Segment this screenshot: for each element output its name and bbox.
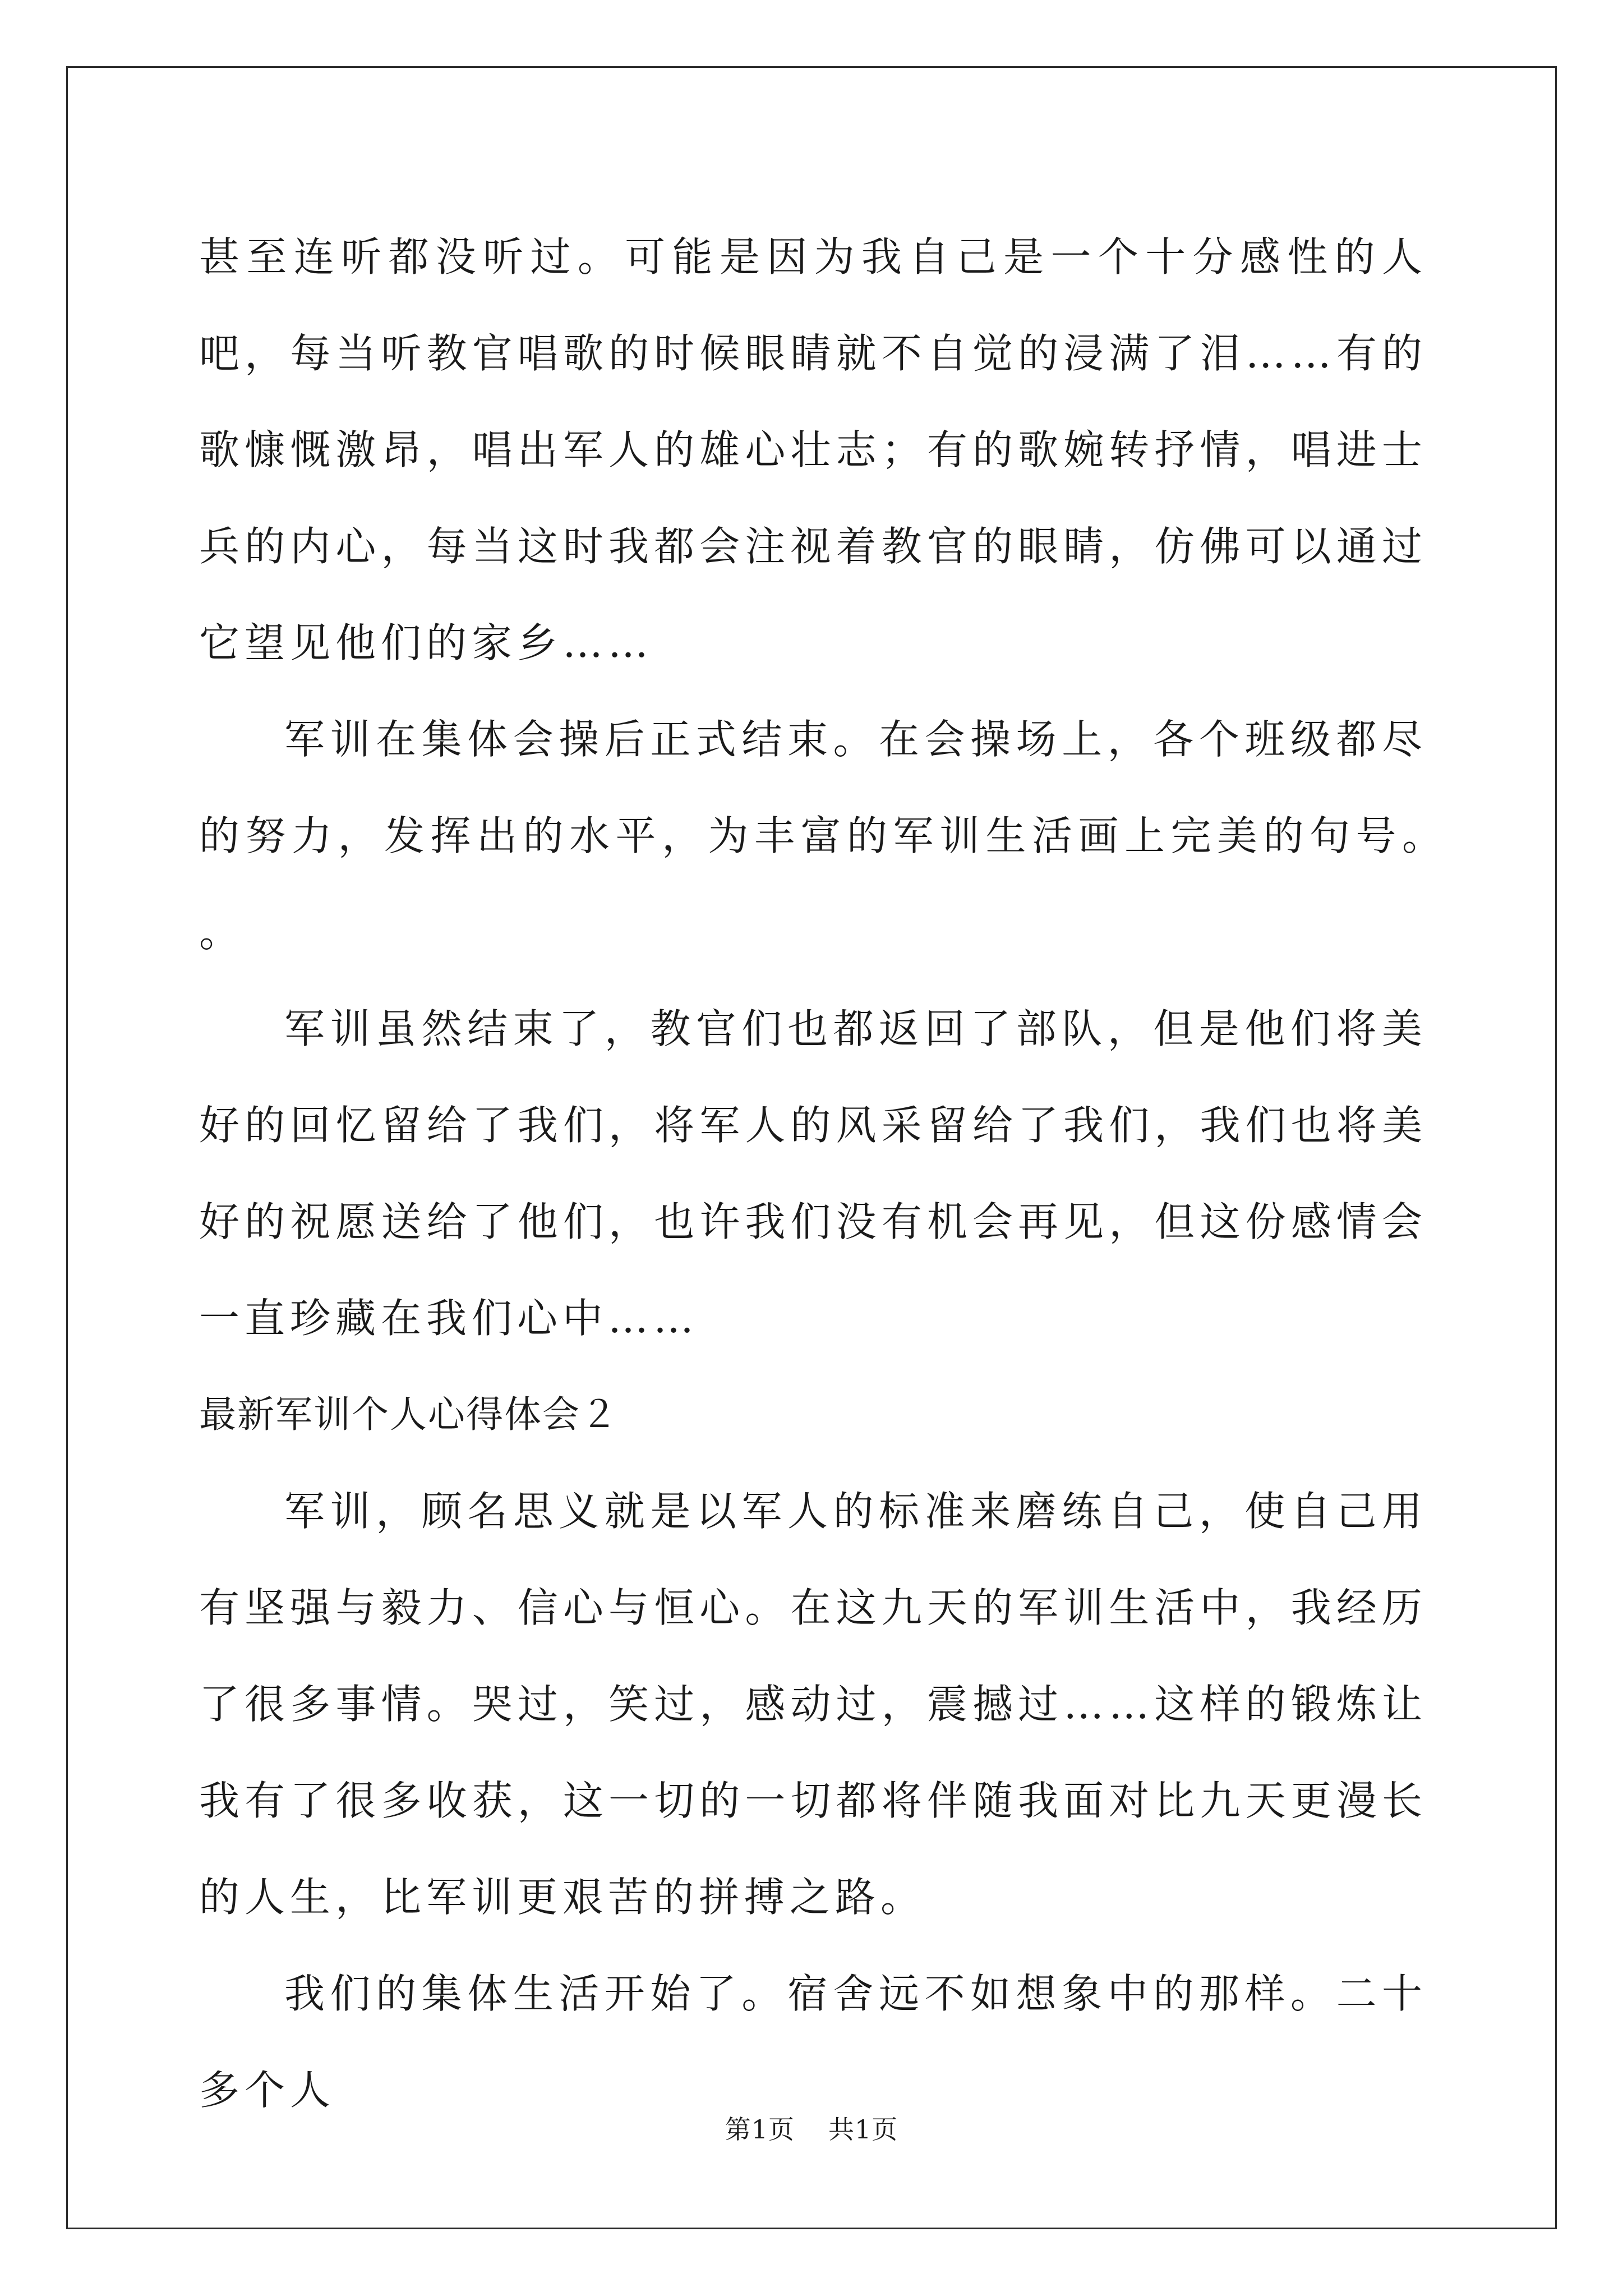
document-body: [199, 209, 1473, 2138]
paragraph-continued: 甚至连听都没听过。可能是因为我自己是一个十分感性的人吧，每当听教官唱歌的时候眼睛就不自觉的浸满了泪……有的歌慷慨激昂，唱出军人的雄心壮志；有的歌婉转抒情，唱进士兵的内心，每当这时我都会注视着教官的眼睛，仿佛可以通过它望见他们的家乡……: [199, 233, 1427, 666]
paragraph: 军训，顾名思义就是以军人的标准来磨练自己，使自己用有坚强与毅力、信心与恒心。在这九天的军训生活中，我经历了很多事情。哭过，笑过，感动过，震撼过……这样的锻炼让我有了很多收获，这一切的一切都将伴随我面对比九天更漫长的人生，比军训更艰苦的拼搏之路。: [199, 1488, 1427, 1921]
page-number: 第1页: [725, 2114, 795, 2145]
page-footer: [0, 2109, 1623, 2146]
paragraph: 军训虽然结束了，教官们也都返回了部队，但是他们将美好的回忆留给了我们，将军人的风采留给了我们，我们也将美好的祝愿送给了他们，也许我们没有机会再见，但这份感情会一直珍藏在我们心中……: [199, 1005, 1427, 1342]
section-title: 最新军训个人心得体会２: [199, 1393, 619, 1436]
paragraph: 军训在集体会操后正式结束。在会操场上，各个班级都尽的努力，发挥出的水平，为丰富的军训生活画上完美的句号。 。: [199, 716, 1473, 956]
page-total: 共1页: [828, 2114, 898, 2145]
paragraph: 我们的集体生活开始了。宿舍远不如想象中的那样。二十多个人: [199, 1970, 1427, 2114]
